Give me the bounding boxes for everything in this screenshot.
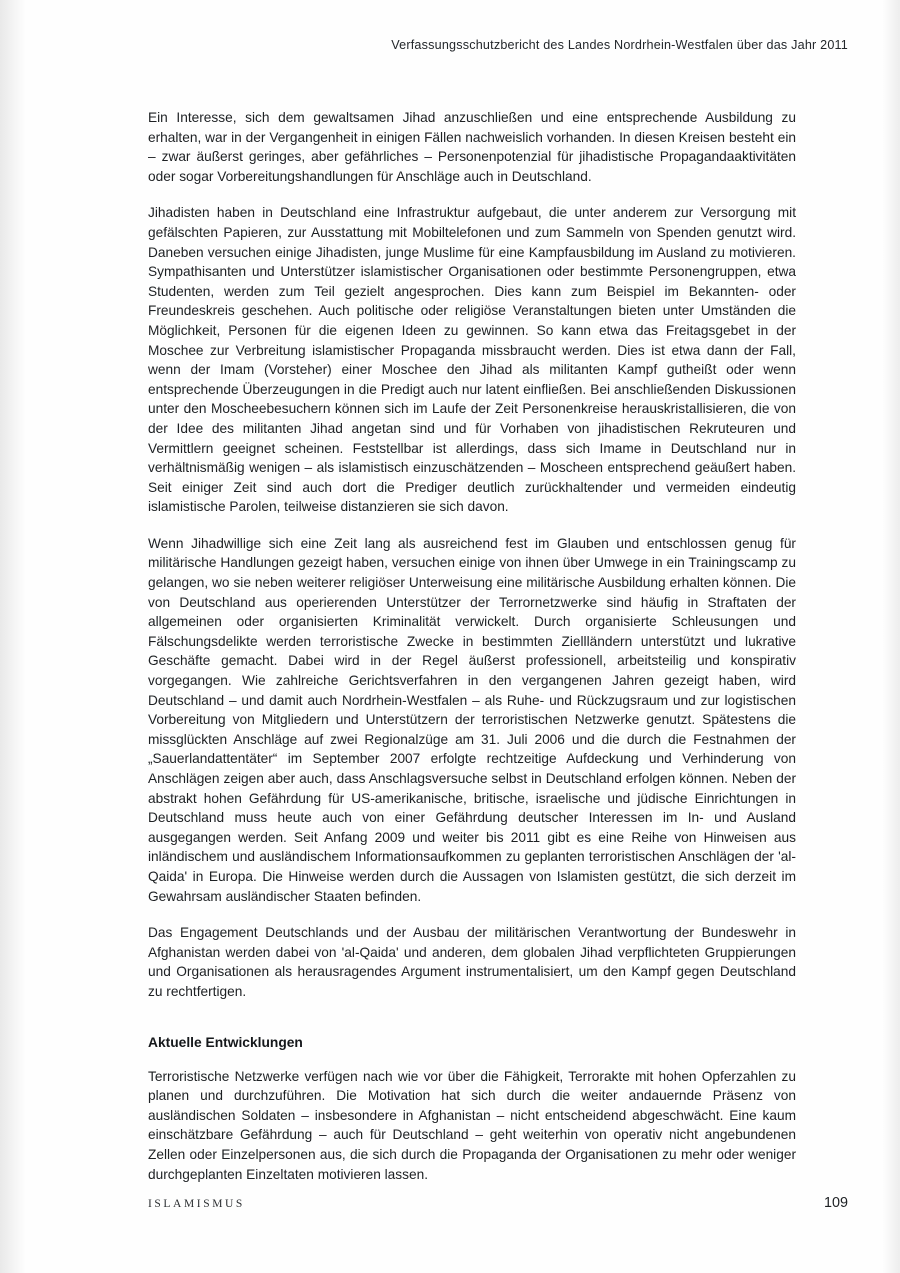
page-number: 109 <box>823 1195 848 1211</box>
paragraph: Wenn Jihadwillige sich eine Zeit lang als ausreichend fest im Glauben und entschlossen genug für militärische Handlungen gezeigt haben, versuchen einige von ihnen über Umwege in ein Trainingscamp zu gelangen, wo sie neben weiterer religiöser Unterweisung eine militärische Ausbildung erhalten können. Die von Deutschland aus operierenden Unterstützer der Terrornetzwerke sind häufig in Straftaten der allgemeinen oder organisierten Kriminalität verwickelt. Durch organisierte Schleusungen und Fälschungsdelikte werden terroristische Zwecke in bestimmten Ziellländern unterstützt und lukrative Geschäfte gemacht. Dabei wird in der Regel äußerst professionell, arbeitsteilig und konspirativ vorgegangen. Wie zahlreiche Gerichtsverfahren in den vergangenen Jahren gezeigt haben, wird Deutschland – und damit auch Nordrhein-Westfalen – als Ruhe- und Rückzugsraum und zur logistischen Vorbereitung von Mitgliedern und Unterstützern der terroristischen Netzwerke genutzt. Spätestens die missglückten Anschläge auf zwei Regionalzüge am 31. Juli 2006 und die durch die Festnahmen der „Sauerlandattentäter“ im September 2007 erfolgte rechtzeitige Aufdeckung und Verhinderung von Anschlägen zeigen aber auch, dass Anschlagsversuche selbst in Deutschland erfolgen können. Neben der abstrakt hohen Gefährdung für US-amerikanische, britische, israelische und jüdische Einrichtungen in Deutschland muss heute auch von einer Gefährdung deutscher Interessen im In- und Ausland ausgegangen werden. Seit Anfang 2009 und weiter bis 2011 gibt es eine Reihe von Hinweisen aus inländischem und ausländischem Informationsaufkommen zu geplanten terroristischen Anschlägen der 'al-Qaida' in Europa. Die Hinweise werden durch die Aussagen von Islamisten gestützt, die sich derzeit im Gewahrsam ausländischer Staaten befinden. <box>148 535 796 904</box>
running-head: Verfassungsschutzbericht des Landes Nordrhein-Westfalen über das Jahr 2011 <box>391 38 848 52</box>
section-subheading: Aktuelle Entwicklungen <box>148 1034 303 1050</box>
paragraph: Jihadisten haben in Deutschland eine Infrastruktur aufgebaut, die unter anderem zur Versorgung mit gefälschten Papieren, zur Ausstattung mit Mobiltelefonen und zum Sammeln von Spenden genutzt wird. Daneben versuchen einige Jihadisten, junge Muslime für eine Kampfausbildung im Ausland zu motivieren. Sympathisanten und Unterstützer islamistischer Organisationen oder bestimmte Personengruppen, etwa Studenten, werden zum Teil gezielt angesprochen. Dies kann zum Beispiel im Bekannten- oder Freundeskreis geschehen. Auch politische oder religiöse Veranstaltungen bieten unter Umständen die Möglichkeit, Personen für die eigenen Ideen zu gewinnen. So kann etwa das Freitagsgebet in der Moschee zur Verbreitung islamistischer Propaganda missbraucht werden. Dies ist etwa dann der Fall, wenn der Imam (Vorsteher) einer Moschee den Jihad als militanten Kampf gutheißt oder wenn entsprechende Überzeugungen in die Predigt auch nur latent einfließen. Bei anschließenden Diskussionen unter den Moscheebesuchern können sich im Laufe der Zeit Personenkreise herauskristallisieren, die von der Idee des militanten Jihad angetan sind und für Vorhaben von jihadistischen Rekruteuren und Vermittlern geeignet scheinen. Feststellbar ist allerdings, dass sich Imame in Deutschland nur in verhältnismäßig wenigen – als islamistisch einzuschätzenden – Moscheen entsprechend geäußert haben. Seit einiger Zeit sind auch dort die Prediger deutlich zurückhaltender und vermeiden eindeutig islamistische Parolen, teilweise distanzieren sie sich davon. <box>148 205 796 515</box>
paragraph: Terroristische Netzwerke verfügen nach wie vor über die Fähigkeit, Terrorakte mit hohen Opferzahlen zu planen und durchzuführen. Die Motivation hat sich durch die weiter andauernde Präsenz von ausländischen Soldaten – insbesondere in Afghanistan – nicht entscheidend abgeschwächt. Eine kaum einschätzbare Gefährdung – auch für Deutschland – geht weiterhin von operativ nicht angebundenen Zellen oder Einzelpersonen aus, die sich durch die Propaganda der Organisationen zu mehr oder weniger durchgeplanten Einzeltaten motivieren lassen. <box>148 1068 796 1182</box>
paragraph: Ein Interesse, sich dem gewaltsamen Jihad anzuschließen und eine entsprechende Ausbildung zu erhalten, war in der Vergangenheit in einigen Fällen nachweislich vorhanden. In diesen Kreisen besteht ein – zwar äußerst geringes, aber gefährliches – Personenpotenzial für jihadistische Propagandaaktivitäten oder sogar Vorbereitungshandlungen für Anschläge auch in Deutschland. <box>148 110 796 184</box>
page-body <box>148 108 796 1184</box>
page-footer <box>148 1195 848 1211</box>
footer-section-label: ISLAMISMUS <box>148 1198 245 1210</box>
paragraph: Das Engagement Deutschlands und der Ausbau der militärischen Verantwortung der Bundeswehr in Afghanistan werden dabei von 'al-Qaida' und anderen, dem globalen Jihad verpflichteten Gruppierungen und Organisationen als herausragendes Argument instrumentalisiert, um den Kampf gegen Deutschland zu rechtfertigen. <box>148 925 796 999</box>
